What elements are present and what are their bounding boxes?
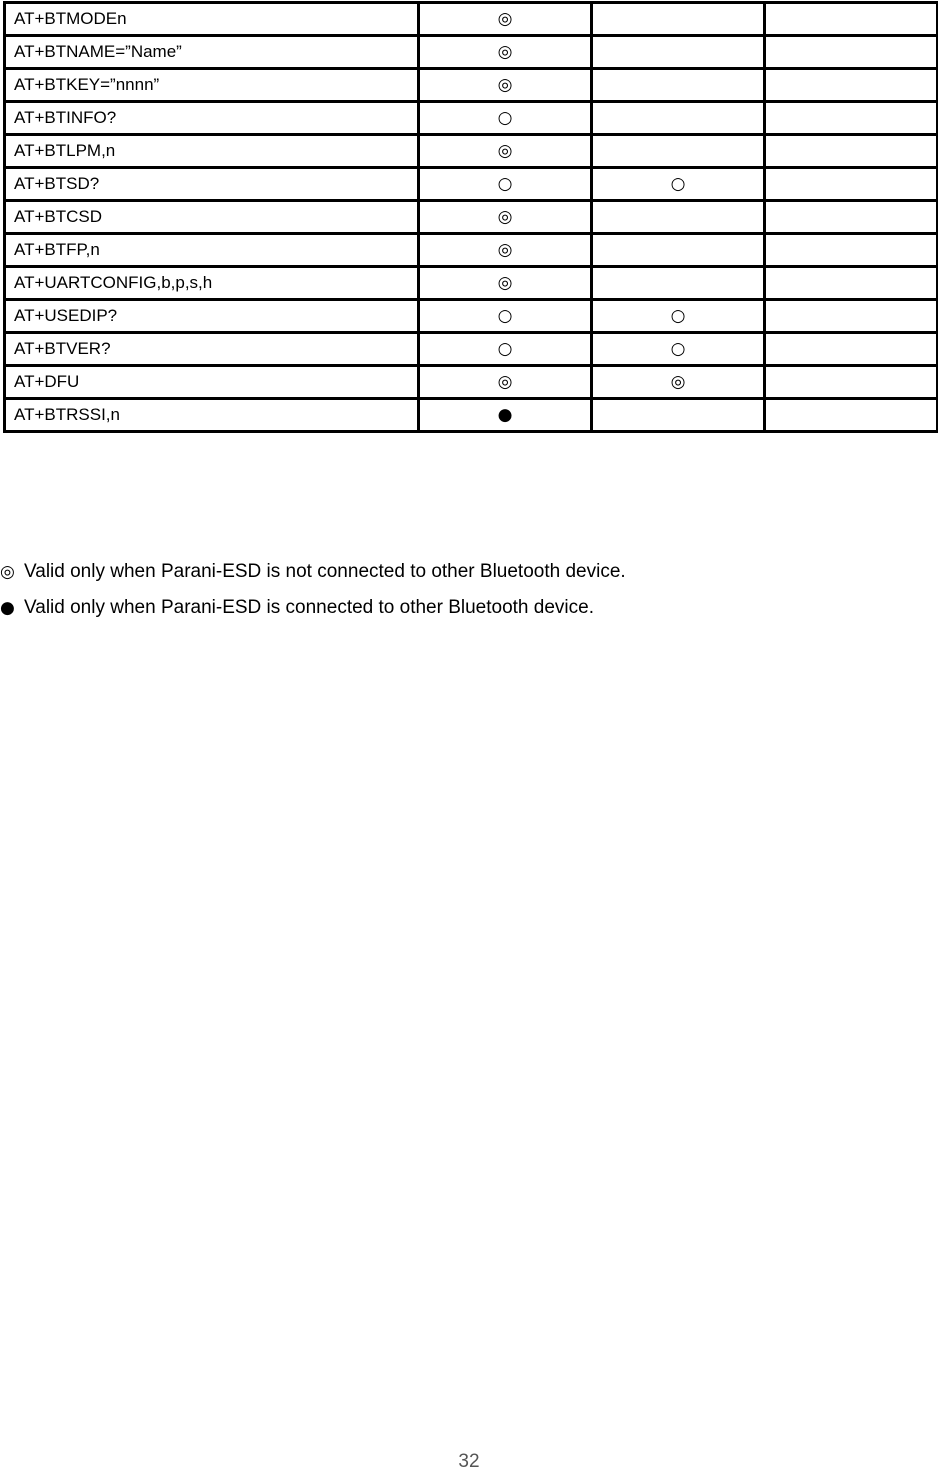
command-cell: AT+BTCSD xyxy=(5,201,419,234)
status-cell-2 xyxy=(592,69,765,102)
table-row xyxy=(5,168,938,201)
status-cell-3 xyxy=(765,102,938,135)
status-cell-2 xyxy=(592,201,765,234)
double-circle-icon: ◎ xyxy=(0,562,15,582)
status-cell-2 xyxy=(592,3,765,36)
command-cell: AT+BTSD? xyxy=(5,168,419,201)
legend-text: Valid only when Parani-ESD is connected to other Bluetooth device. xyxy=(24,597,594,618)
status-cell-2 xyxy=(592,234,765,267)
status-cell-2 xyxy=(592,267,765,300)
status-cell-1: ◎ xyxy=(419,3,592,36)
table-row xyxy=(5,36,938,69)
status-cell-2: ○ xyxy=(592,168,765,201)
command-cell: AT+BTLPM,n xyxy=(5,135,419,168)
command-cell: AT+UARTCONFIG,b,p,s,h xyxy=(5,267,419,300)
status-cell-1: ◎ xyxy=(419,69,592,102)
status-cell-1: ◎ xyxy=(419,201,592,234)
status-cell-1: ○ xyxy=(419,333,592,366)
status-cell-2: ○ xyxy=(592,300,765,333)
status-cell-1: ◎ xyxy=(419,267,592,300)
command-cell: AT+BTNAME=”Name” xyxy=(5,36,419,69)
table-row xyxy=(5,399,938,432)
status-cell-1: ◎ xyxy=(419,36,592,69)
at-command-table-body xyxy=(5,3,938,432)
command-cell: AT+BTVER? xyxy=(5,333,419,366)
status-cell-2 xyxy=(592,135,765,168)
legend-text: Valid only when Parani-ESD is not connected to other Bluetooth device. xyxy=(24,561,626,582)
table-row xyxy=(5,267,938,300)
command-cell: AT+USEDIP? xyxy=(5,300,419,333)
status-cell-2 xyxy=(592,399,765,432)
status-cell-1: ◎ xyxy=(419,135,592,168)
status-cell-3 xyxy=(765,168,938,201)
status-cell-3 xyxy=(765,135,938,168)
status-cell-3 xyxy=(765,234,938,267)
table-row xyxy=(5,333,938,366)
status-cell-3 xyxy=(765,300,938,333)
status-cell-1: ○ xyxy=(419,300,592,333)
command-cell: AT+BTINFO? xyxy=(5,102,419,135)
status-cell-3 xyxy=(765,366,938,399)
command-cell: AT+BTRSSI,n xyxy=(5,399,419,432)
command-cell: AT+DFU xyxy=(5,366,419,399)
status-cell-2 xyxy=(592,36,765,69)
page-number: 32 xyxy=(458,1451,480,1472)
at-command-table xyxy=(3,1,938,433)
status-cell-3 xyxy=(765,3,938,36)
command-cell: AT+BTKEY=”nnnn” xyxy=(5,69,419,102)
table-row xyxy=(5,135,938,168)
status-cell-3 xyxy=(765,399,938,432)
filled-circle-icon: ● xyxy=(0,598,15,618)
table-row xyxy=(5,3,938,36)
table-row xyxy=(5,201,938,234)
command-cell: AT+BTFP,n xyxy=(5,234,419,267)
table-row xyxy=(5,234,938,267)
command-cell: AT+BTMODEn xyxy=(5,3,419,36)
status-cell-1: ◎ xyxy=(419,234,592,267)
status-cell-1: ○ xyxy=(419,168,592,201)
status-cell-3 xyxy=(765,267,938,300)
status-cell-1: ◎ xyxy=(419,366,592,399)
table-row xyxy=(5,102,938,135)
status-cell-3 xyxy=(765,201,938,234)
status-cell-2: ○ xyxy=(592,333,765,366)
table-row xyxy=(5,69,938,102)
status-cell-3 xyxy=(765,69,938,102)
legend-not-connected xyxy=(0,561,626,583)
status-cell-3 xyxy=(765,36,938,69)
status-cell-1: ○ xyxy=(419,102,592,135)
status-cell-3 xyxy=(765,333,938,366)
status-cell-2: ◎ xyxy=(592,366,765,399)
status-cell-1: ● xyxy=(419,399,592,432)
legend-connected xyxy=(0,597,594,619)
status-cell-2 xyxy=(592,102,765,135)
table-row xyxy=(5,300,938,333)
table-row xyxy=(5,366,938,399)
